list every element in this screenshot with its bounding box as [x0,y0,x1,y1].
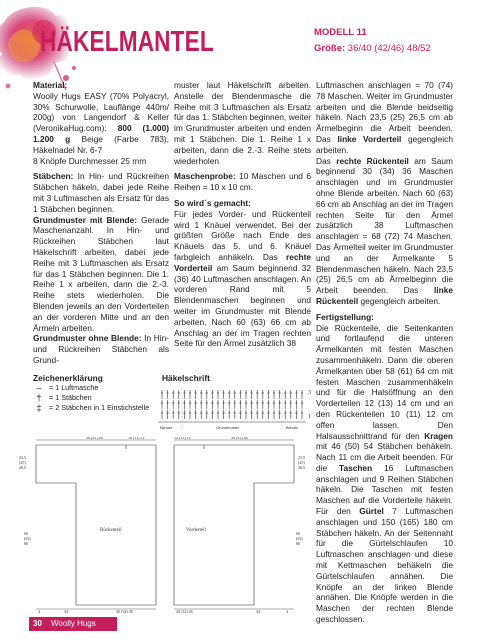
back-piece-label: Rückenteil [100,528,122,533]
fert-text-g: 7 Luftmaschen anschlagen und 150 (165) 180 cm Stäbchen häkeln. An der Seitennaht für die Gürtelschlaufen 10 Luftmaschen anschlagen und diese mit Kettmaschen behäkeln die Gürtelschlaufen annähen. Die Knöpfe an der linken Blende annähen. Die Knöpfe werden in die Maschen der rechten Blende geschlossen. [316,506,453,625]
legend-item [33,393,149,403]
ohne-blende-text: In Hin- und Rückreihen Stäbchen als Grund- [33,333,170,365]
c3-highlight-a: linke Vorderteil [337,133,402,144]
blende-heading: Grundmuster mit Blende: [33,214,138,225]
fert-text-e: 16 Luftmaschen anschlagen und 9 Reihen Stäbchen häkeln. Die Taschen mit festen Maschen auf die Vorderteile häkeln. Für den [316,462,453,517]
material-amount: 800 (1.000) 1.200 g [33,123,169,144]
dimension-label: 26,5 [298,465,305,470]
c3-highlight-c: linke Rückenteil [316,285,453,306]
footer-brand: Woolly Hugs [51,619,96,628]
c3-text-c: Das [316,155,331,166]
garment-schematic [16,437,314,613]
page-number: 30 [33,619,42,628]
legend-item [33,403,149,413]
text-column-2 [174,80,311,349]
staebchen-text: In Hin- und Rückreihen Stäbchen häkeln, dabei jede Reihe mit 3 Luftmaschen als Ersatz für das 1 Stäbchen beginnen. [33,171,169,214]
fert-highlight-kragen: Kragen [424,430,453,441]
front-piece-label: Vorderteil [186,528,206,533]
chart-title: Häkelschrift [162,373,210,383]
dimension-label: 12 (13) 14 [174,437,191,440]
double-crochet-pair-icon: ‡ [36,403,42,413]
so-wirds-text-a: Für jedes Vorder- und Rückenteil wird 1 Knäuel verwendet. Bei der größten Größe nach Ende des Knäuels das 5. und 6. Knäuel farbgleich anhäkeln. Das [174,208,311,262]
dimension-label: 60 [24,531,28,536]
fert-text-c: mit 46 (50) 54 Stäbchen behäkeln. Nach 11 cm die Arbeit beenden. Für die [316,441,453,473]
legend-item [33,383,149,393]
dimension-label: 26,5 [19,465,26,470]
double-crochet-icon: † [36,393,42,403]
maschenprobe-text: 10 Maschen und 6 Reihen = 10 x 10 cm. [174,171,311,193]
material-text: Woolly Hugs EASY (70% Polyacryl, 30% Schurwolle, Lauflänge 440m/ 200g) von Langendorf & Keller (VeronikaHug.com): [33,90,169,134]
legend-label: = 2 Stäbchen in 1 Einstichstelle [49,403,150,412]
text-column-1 [33,80,169,366]
dimension-label: (63) [296,536,303,541]
blende-text: Gerade Maschenanzahl. In Hin- und Rückreihen Stäbchen laut Häkelschrift arbeiten, dabei jede Reihe mit 3 Luftmaschen als Ersatz für das 1 Stäbchen beginnen. Die 1. Reihe 1 x arbeiten, dann die 2.-3. Reihe stets wiederholen. Die Blenden jeweils an den Vorderteilen an der vorderen Mitte und an den Ärmeln arbeiten. [33,214,169,333]
dimension-label: 23,5 [298,455,305,460]
c3-highlight-b: rechte Rückenteil [336,155,409,166]
so-wirds-highlight: rechte Vorderteil [174,251,311,273]
legend-label: = 1 Luftmasche [49,383,99,392]
front-piece-outline [174,445,294,605]
chart-row-label: 3 [308,390,311,396]
size-values: 36/40 (42/46) 48/52 [345,43,431,54]
maschenprobe-heading: Maschenprobe: [174,171,236,182]
dimension-label: (25) [19,460,26,465]
chart-section-label: Blende [160,425,173,430]
size-line [314,43,431,54]
chart-section-label: Blende [286,425,299,430]
chain-stitch-icon: – [36,383,42,393]
dimension-label: 38 (41) 44 [86,437,103,440]
fertigstellung-heading: Fertigstellung: [316,311,374,322]
c3-text-b: gegengleich arbeiten. [316,133,453,155]
material-heading: Material: [33,80,68,90]
ohne-blende-heading: Grundmuster ohne Blende: [33,333,142,344]
fert-highlight-taschen: Taschen [339,462,373,473]
crochet-chart [152,386,312,432]
chart-row-label: 1 [308,414,311,420]
so-wirds-heading: So wird´s gemacht: [174,197,251,208]
dimension-label: (63) [24,536,31,541]
size-label: Größe: [314,43,346,54]
legend-label: = 1 Stäbchen [49,393,92,402]
dimension-label: (25) [298,460,305,465]
buttons-text: 8 Knöpfe Durchmesser 25 mm [33,155,147,166]
dimension-label: 4 [38,609,40,613]
dimension-label: 34 [64,609,68,613]
dimension-label: 60 [296,531,300,536]
c3-text-e: gegengleich arbeiten. [360,295,441,306]
dimension-label: 28 (32) 36 [176,609,193,613]
chart-section-label: Grundmuster [216,425,240,430]
dimension-label: 10 (11) 12 [128,437,145,440]
staebchen-heading: Stäbchen: [33,171,74,182]
so-wirds-text-c: am Saum beginnend 32 (36) 40 Luftmaschen anschlagen. An vorderen Rand mit 5 Blendenmaschen beginnen und weiter im Grundmuster mit Blende arbeiten. Nach 60 (63) 66 cm ab Anschlag an der im Tragen rechten Seite für den Ärmel zusätzlich 38 [174,262,311,349]
material-tail: Beige (Farbe 783), Häkelnadel Nr. 6-7 [33,133,169,155]
c3-text-d: am Saum beginnend 30 (34) 36 Maschen anschlagen und im Grundmuster ohne Blende arbeiten. Nach 60 (63) 66 cm ab Anschlag an der im Tragen rechten Seite für den Ärmel zusätzlich 38 Luftmaschen anschlagen = 68 (72) 74 Maschen. Das Ärmelteil weiter im Grundmuster und an der Ärmelkante 5 Blendenmaschen häkeln. Nach 23,5 (25) 26,5 cm ab Ärmelbeginn die Arbeit beenden. Das [316,155,453,296]
dimension-label: 4 [286,609,288,613]
legend-title: Zeichenerklärung [33,373,103,383]
dimension-label: 66 [296,541,300,546]
back-piece-outline [36,445,156,605]
model-label: MODELL 11 [314,27,367,38]
dimension-label: 38 (41) 44 [231,437,248,440]
fert-text-a: Die Rückenteile, die Seitenkanten und fortlaufend die unteren Ärmelkanten mit festen Maschen zusammenhäkeln. Dann die oberen Ärmelkanten über 58 (61) 64 cm mit festen Maschen zusammenhäkeln und für die Halsöffnung an den Vorderteilen 12 (13) 14 cm und an den Rückenteilen 10 (11) 12 cm offen lassen. Den Halsausschnittrand für den [316,322,453,441]
page-title: HÄKELMANTEL [40,26,214,58]
fert-highlight-guertel: Gürtel [359,506,384,517]
c3-text-a: Luftmaschen anschlagen = 70 (74) 78 Maschen. Weiter im Grundmuster arbeiten und die Blende beidseitig häkeln. Nach 23,5 (25) 26,5 cm ab Ärmelbeginn die Arbeit beenden. Das [316,80,453,144]
pattern-text: muster laut Häkelschrift arbeiten. Anstelle der Blendenmasche die Reihe mit 3 Luftmaschen als Ersatz für das 1. Stäbchen beginnen, weiter im Grundmuster arbeiten und enden mit 1 Stäbchen. Die 1. Reihe 1 x arbeiten, dann die 2.-3. Reihe stets wiederholen [174,80,311,166]
legend [33,383,149,413]
dimension-label: 66 [24,541,28,546]
text-column-3 [316,80,453,625]
dimension-label: 23,5 [19,455,26,460]
dimension-label: 30 (34) 38 [116,609,133,613]
dimension-label: 34 [256,609,260,613]
